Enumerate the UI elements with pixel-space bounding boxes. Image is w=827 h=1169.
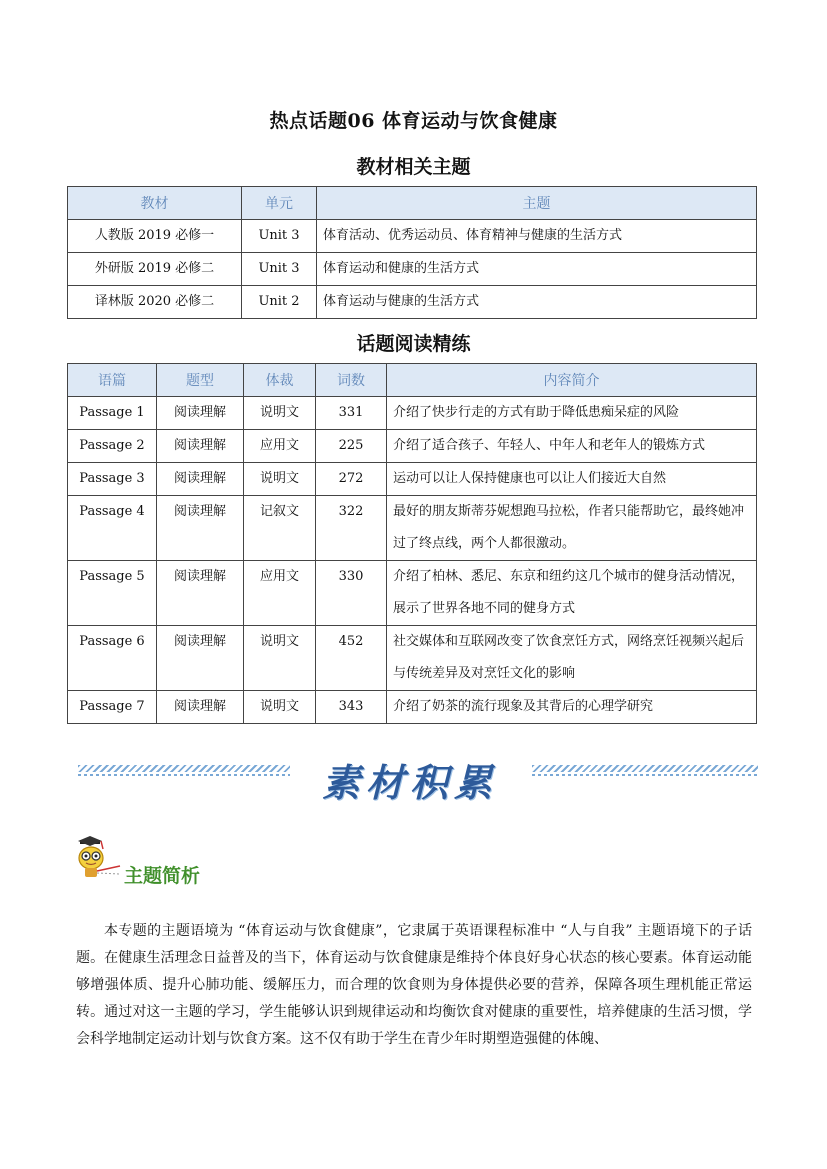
cell-unit: Unit 3 xyxy=(242,220,317,253)
reading-practice-table xyxy=(67,363,757,724)
table-row xyxy=(68,286,757,319)
cell-type: 阅读理解 xyxy=(157,397,244,430)
col-header-type: 题型 xyxy=(157,364,244,397)
table-row xyxy=(68,463,757,496)
banner-dots-left xyxy=(78,774,290,776)
cell-type: 阅读理解 xyxy=(157,561,244,626)
cell-type: 阅读理解 xyxy=(157,626,244,691)
table-row xyxy=(68,397,757,430)
cell-passage: Passage 2 xyxy=(68,430,157,463)
cell-type: 阅读理解 xyxy=(157,691,244,724)
table-row xyxy=(68,430,757,463)
cell-theme: 体育运动和健康的生活方式 xyxy=(317,253,757,286)
section-title-textbook: 教材相关主题 xyxy=(356,156,471,178)
cell-words: 330 xyxy=(316,561,387,626)
col-header-passage: 语篇 xyxy=(68,364,157,397)
cell-textbook: 译林版 2020 必修二 xyxy=(68,286,242,319)
cell-genre: 应用文 xyxy=(244,430,316,463)
table-row xyxy=(68,561,757,626)
cell-unit: Unit 3 xyxy=(242,253,317,286)
cell-words: 272 xyxy=(316,463,387,496)
cell-summary: 最好的朋友斯蒂芬妮想跑马拉松，作者只能帮助它，最终她冲过了终点线，两个人都很激动。 xyxy=(387,496,757,561)
cell-summary: 社交媒体和互联网改变了饮食烹饪方式，网络烹饪视频兴起后与传统差异及对烹饪文化的影响 xyxy=(387,626,757,691)
cell-summary: 介绍了适合孩子、年轻人、中年人和老年人的锻炼方式 xyxy=(387,430,757,463)
textbook-topic-table xyxy=(67,186,757,319)
cell-words: 225 xyxy=(316,430,387,463)
cell-passage: Passage 6 xyxy=(68,626,157,691)
cell-words: 343 xyxy=(316,691,387,724)
cell-genre: 应用文 xyxy=(244,561,316,626)
cell-textbook: 人教版 2019 必修一 xyxy=(68,220,242,253)
cell-passage: Passage 4 xyxy=(68,496,157,561)
col-header-textbook: 教材 xyxy=(68,187,242,220)
cell-passage: Passage 1 xyxy=(68,397,157,430)
cell-type: 阅读理解 xyxy=(157,496,244,561)
cell-type: 阅读理解 xyxy=(157,430,244,463)
table-row xyxy=(68,626,757,691)
table-row xyxy=(68,691,757,724)
col-header-words: 词数 xyxy=(316,364,387,397)
cell-type: 阅读理解 xyxy=(157,463,244,496)
col-header-genre: 体裁 xyxy=(244,364,316,397)
banner-stripe-right xyxy=(532,765,758,772)
graduate-mascot-icon xyxy=(76,836,122,882)
cell-theme: 体育运动与健康的生活方式 xyxy=(317,286,757,319)
cell-unit: Unit 2 xyxy=(242,286,317,319)
cell-passage: Passage 7 xyxy=(68,691,157,724)
section-heading-theme-analysis: 主题简析 xyxy=(124,865,201,887)
cell-textbook: 外研版 2019 必修二 xyxy=(68,253,242,286)
cell-words: 452 xyxy=(316,626,387,691)
section-banner xyxy=(0,752,827,805)
banner-stripe-left xyxy=(78,765,290,772)
cell-genre: 说明文 xyxy=(244,463,316,496)
section-title-reading: 话题阅读精练 xyxy=(356,333,471,355)
cell-theme: 体育活动、优秀运动员、体育精神与健康的生活方式 xyxy=(317,220,757,253)
cell-genre: 说明文 xyxy=(244,691,316,724)
table-row xyxy=(68,253,757,286)
theme-analysis-paragraph: 本专题的主题语境为 “体育运动与饮食健康”，它隶属于英语课程标准中 “人与自我” 主题语境下的子话题。在健康生活理念日益普及的当下，体育运动与饮食健康是维持个体良好身心状态的核心要素。体育运动能够增强体质、提升心肺功能、缓解压力，而合理的饮食则为身体提供必要的营养，保障各项生理机能正常运转。通过对这一主题的学习，学生能够认识到规律运动和均衡饮食对健康的重要性，培养健康的生活习惯，学会科学地制定运动计划与饮食方案。这不仅有助于学生在青少年时期塑造强健的体魄、 xyxy=(76,923,752,1047)
cell-passage: Passage 5 xyxy=(68,561,157,626)
col-header-unit: 单元 xyxy=(242,187,317,220)
col-header-summary: 内容简介 xyxy=(387,364,757,397)
cell-summary: 运动可以让人保持健康也可以让人们接近大自然 xyxy=(387,463,757,496)
table-header-row xyxy=(68,364,757,397)
table-row xyxy=(68,220,757,253)
cell-passage: Passage 3 xyxy=(68,463,157,496)
table-row xyxy=(68,496,757,561)
cell-words: 331 xyxy=(316,397,387,430)
banner-title: 素材积累 xyxy=(321,760,498,805)
cell-words: 322 xyxy=(316,496,387,561)
cell-genre: 说明文 xyxy=(244,397,316,430)
cell-summary: 介绍了柏林、悉尼、东京和纽约这几个城市的健身活动情况，展示了世界各地不同的健身方式 xyxy=(387,561,757,626)
cell-summary: 介绍了快步行走的方式有助于降低患痴呆症的风险 xyxy=(387,397,757,430)
col-header-theme: 主题 xyxy=(317,187,757,220)
cell-summary: 介绍了奶茶的流行现象及其背后的心理学研究 xyxy=(387,691,757,724)
page-title: 热点话题06 体育运动与饮食健康 xyxy=(269,110,558,132)
table-header-row xyxy=(68,187,757,220)
cell-genre: 记叙文 xyxy=(244,496,316,561)
banner-dots-right xyxy=(532,774,758,776)
cell-genre: 说明文 xyxy=(244,626,316,691)
